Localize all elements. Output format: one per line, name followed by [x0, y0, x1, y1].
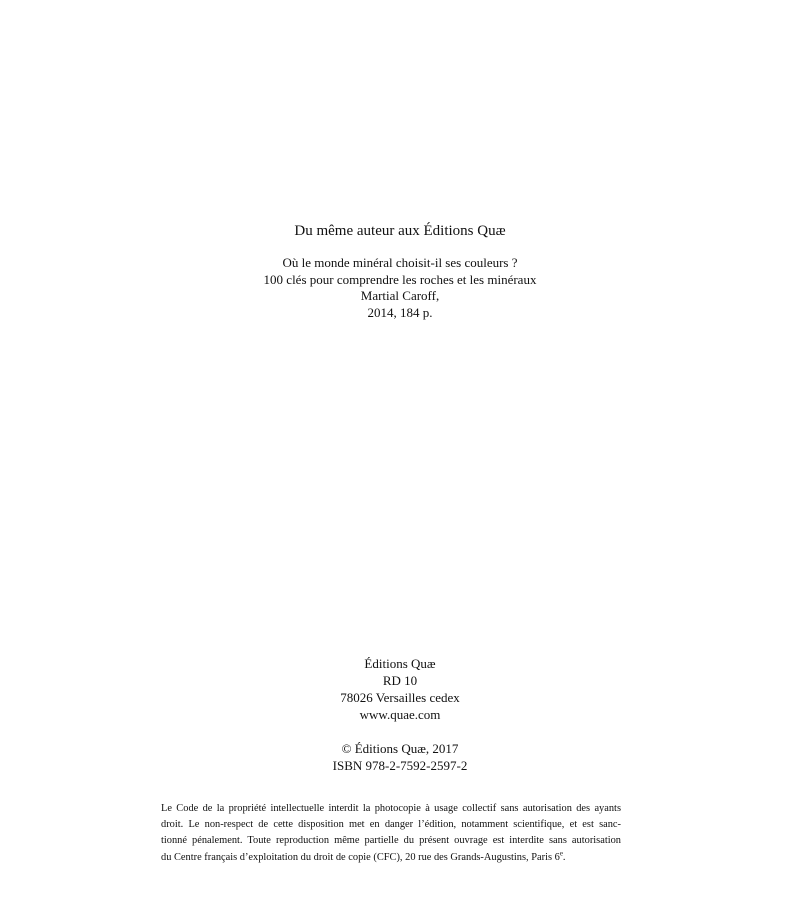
book-author: Martial Caroff,	[360, 288, 440, 303]
legal-line-2: droit. Le non-respect de cette disposition met en danger l’édition, notamment scientifique, et est sanc-	[161, 819, 621, 831]
book-details: 2014, 184 p.	[367, 304, 433, 320]
isbn: ISBN 978-2-7592-2597-2	[332, 758, 468, 773]
legal-notice	[161, 801, 621, 866]
publisher-name: Éditions Quæ	[364, 656, 436, 671]
publisher-city: 78026 Versailles cedex	[340, 690, 460, 705]
book-title-line-1: Où le monde minéral choisit-il ses couleurs ?	[282, 255, 518, 270]
legal-line-4-end: .	[562, 851, 566, 863]
legal-line-4-text: du Centre français d’exploitation du droit de copie (CFC), 20 rue des Grands-Augustins, Paris 6	[161, 851, 560, 863]
copyright-notice: © Éditions Quæ, 2017	[341, 741, 459, 756]
publisher-website: www.quae.com	[359, 707, 441, 722]
legal-line-4	[161, 850, 621, 866]
previous-book-entry	[0, 255, 800, 321]
legal-line-4-superscript: e	[559, 849, 563, 858]
heading-text: Du même auteur aux Éditions Quæ	[294, 223, 506, 239]
also-by-author-heading	[0, 221, 800, 241]
book-title-line-2: 100 clés pour comprendre les roches et les minéraux	[263, 271, 537, 287]
copyright-block	[0, 740, 800, 774]
legal-line-3: tionné pénalement. Toute reproduction même partielle du présent ouvrage est interdite sans autorisation	[161, 835, 621, 847]
publisher-address	[0, 655, 800, 723]
legal-line-1: Le Code de la propriété intellectuelle interdit la photocopie à usage collectif sans autorisation des ayants	[161, 803, 621, 814]
publisher-road: RD 10	[382, 673, 418, 688]
